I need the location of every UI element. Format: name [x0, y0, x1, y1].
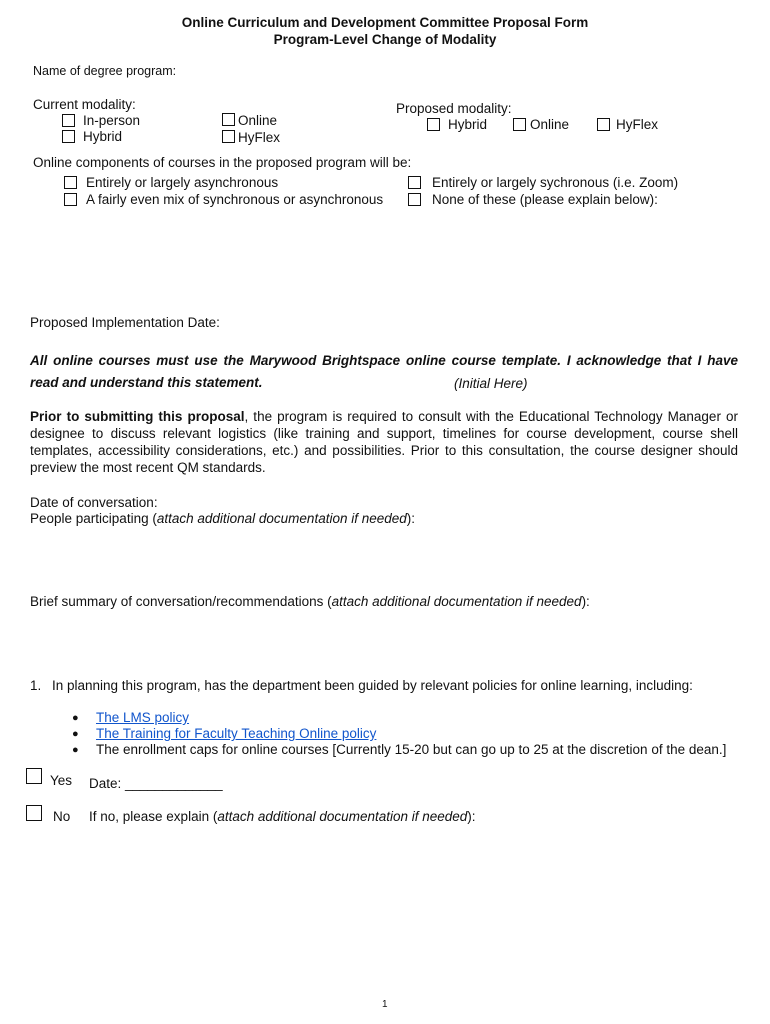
option-label-proposed-hybrid: Hybrid	[448, 117, 488, 132]
option-label-online: Online	[238, 113, 278, 128]
checkbox-current-hyflex[interactable]	[222, 130, 235, 143]
option-label-asynchronous: Entirely or largely asynchronous	[86, 175, 279, 190]
bullet-icon: ●	[72, 728, 79, 740]
acknowledgement-text: All online courses must use the Marywood Brightspace online course template. I acknowledge that I have read and understand this statement.	[30, 353, 738, 390]
conversation-date-label: Date of conversation:	[30, 495, 158, 510]
checkbox-proposed-hyflex[interactable]	[597, 118, 610, 131]
option-label-none-of-these: None of these (please explain below):	[432, 192, 658, 207]
checkbox-yes[interactable]	[26, 768, 42, 784]
consultation-bold-lead: Prior to submitting this proposal	[30, 409, 245, 424]
checkbox-current-online[interactable]	[222, 113, 235, 126]
option-label-even-mix: A fairly even mix of synchronous or asynchronous	[86, 192, 384, 207]
current-modality-label: Current modality:	[33, 97, 136, 112]
question-number: 1.	[30, 678, 42, 693]
checkbox-synchronous[interactable]	[408, 176, 421, 189]
initial-here-hint: (Initial Here)	[454, 376, 528, 391]
acknowledgement-statement	[30, 350, 738, 394]
checkbox-no[interactable]	[26, 805, 42, 821]
checkbox-proposed-online[interactable]	[513, 118, 526, 131]
option-label-proposed-hyflex: HyFlex	[616, 117, 659, 132]
checkbox-proposed-hybrid[interactable]	[427, 118, 440, 131]
option-label-hyflex: HyFlex	[238, 130, 281, 145]
form-subtitle: Program-Level Change of Modality	[273, 32, 497, 47]
checkbox-asynchronous[interactable]	[64, 176, 77, 189]
online-components-label: Online components of courses in the proposed program will be:	[33, 155, 412, 170]
consultation-paragraph	[30, 408, 738, 476]
summary-label: Brief summary of conversation/recommendations (attach additional documentation if needed):	[30, 594, 590, 609]
form-title: Online Curriculum and Development Committee Proposal Form	[181, 15, 589, 30]
people-participating-label: People participating (attach additional documentation if needed):	[30, 511, 416, 526]
no-label: No	[53, 809, 71, 824]
degree-program-label: Name of degree program:	[33, 64, 177, 78]
yes-date-field[interactable]: Date: _____________	[89, 776, 223, 791]
option-label-in-person: In-person	[83, 113, 141, 128]
checkbox-even-mix[interactable]	[64, 193, 77, 206]
enrollment-caps-item: The enrollment caps for online courses [Currently 15-20 but can go up to 25 at the discretion of the dean.]	[96, 742, 727, 757]
question-text: In planning this program, has the department been guided by relevant policies for online learning, including:	[52, 678, 693, 693]
yes-label: Yes	[50, 773, 73, 788]
checkbox-current-hybrid[interactable]	[62, 130, 75, 143]
bullet-icon: ●	[72, 712, 79, 724]
implementation-date-label: Proposed Implementation Date:	[30, 315, 220, 330]
faculty-training-policy-link[interactable]: The Training for Faculty Teaching Online policy	[96, 726, 377, 741]
consultation-text: , the program is required to consult with the Educational Technology Manager or designee to discuss relevant logistics (like training and support, timelines for course development, course shell templates, accessibility considerations, etc.) and possibilities. Prior to this consultation, the course designer should preview the most recent QM standards.	[30, 409, 738, 475]
checkbox-current-in-person[interactable]	[62, 114, 75, 127]
option-label-proposed-online: Online	[530, 117, 570, 132]
option-label-hybrid: Hybrid	[83, 129, 123, 144]
page-number: 1	[382, 999, 388, 1010]
bullet-icon: ●	[72, 744, 79, 756]
checkbox-none-of-these[interactable]	[408, 193, 421, 206]
option-label-synchronous: Entirely or largely sychronous (i.e. Zoom)	[432, 175, 679, 190]
lms-policy-link[interactable]: The LMS policy	[96, 710, 190, 725]
proposed-modality-label: Proposed modality:	[396, 101, 512, 116]
no-explain-label: If no, please explain (attach additional documentation if needed):	[89, 809, 476, 824]
